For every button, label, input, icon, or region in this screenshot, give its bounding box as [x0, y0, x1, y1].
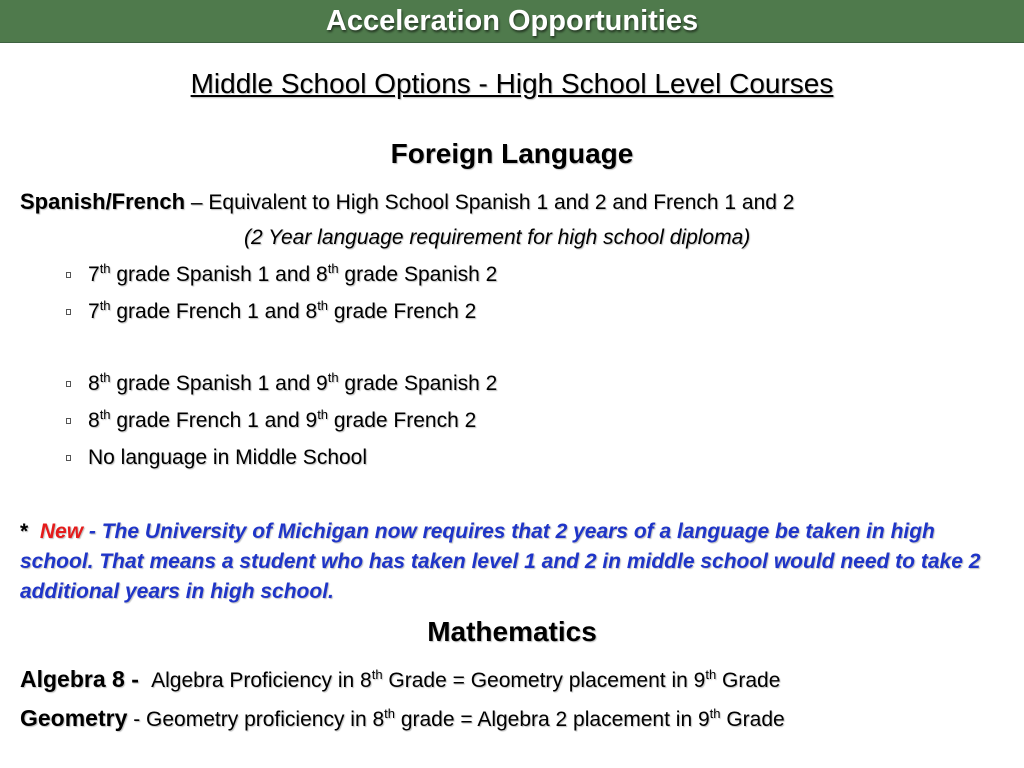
- option-text: grade Spanish 2: [338, 372, 498, 395]
- university-notice: [20, 517, 1000, 607]
- grade-number: 8: [372, 708, 385, 731]
- ordinal-suffix: th: [99, 407, 111, 422]
- option-text: grade Spanish 1 and: [110, 263, 317, 286]
- bullet-icon: [66, 272, 71, 278]
- algebra-line: [20, 666, 780, 693]
- asterisk: *: [20, 520, 29, 543]
- option-text: grade Spanish 2: [338, 263, 498, 286]
- grade-number: 9: [316, 372, 328, 395]
- option-text: grade French 2: [328, 409, 477, 432]
- option-text: grade French 1 and: [110, 300, 306, 323]
- ordinal-suffix: th: [371, 667, 383, 682]
- grade-number: 8: [360, 669, 372, 692]
- grade-number: 8: [305, 300, 318, 323]
- list-item: [66, 372, 497, 396]
- list-item: [66, 300, 476, 324]
- ordinal-suffix: th: [705, 667, 717, 682]
- foreign-language-heading: Foreign Language: [390, 138, 634, 169]
- ordinal-suffix: th: [709, 706, 721, 721]
- geometry-label: Geometry: [20, 705, 128, 731]
- ordinal-suffix: th: [99, 261, 111, 276]
- geometry-line: [20, 705, 785, 732]
- spanish-french-description: Equivalent to High School Spanish 1 and 2 and French 1 and 2: [208, 191, 795, 214]
- bullet-icon: [66, 418, 71, 424]
- option-text: No language in Middle School: [88, 446, 368, 469]
- ordinal-suffix: th: [317, 298, 329, 313]
- grade-number: 8: [88, 372, 100, 395]
- grade-number: 8: [316, 263, 328, 286]
- math-text: Grade: [716, 669, 781, 692]
- slide-title: Acceleration Opportunities: [325, 5, 699, 37]
- grade-number: 7: [88, 263, 100, 286]
- list-item: [66, 263, 497, 287]
- list-item: [66, 446, 367, 470]
- spanish-french-line: [20, 189, 794, 215]
- bullet-icon: [66, 455, 71, 461]
- ordinal-suffix: th: [327, 261, 339, 276]
- slide-subtitle: Middle School Options - High School Level Courses: [190, 68, 834, 99]
- spanish-french-label: Spanish/French: [20, 189, 186, 214]
- grade-number: 7: [88, 300, 100, 323]
- title-bar: [0, 0, 1024, 43]
- ordinal-suffix: th: [327, 370, 339, 385]
- grade-number: 9: [305, 409, 318, 432]
- grade-number: 8: [88, 409, 100, 432]
- math-text: grade = Algebra 2 placement in: [395, 708, 698, 731]
- language-requirement-note: (2 Year language requirement for high school diploma): [244, 226, 751, 249]
- list-item: [66, 409, 476, 433]
- option-text: grade Spanish 1 and: [110, 372, 317, 395]
- ordinal-suffix: th: [99, 298, 111, 313]
- notice-text: - The University of Michigan now requires that 2 years of a language be taken in high school. That means a student who has taken level 1 and 2 in middle school would need to take 2 additional years in high school.: [20, 520, 981, 603]
- ordinal-suffix: th: [317, 407, 329, 422]
- math-text: Grade = Geometry placement in: [382, 669, 694, 692]
- bullet-icon: [66, 309, 71, 315]
- mathematics-heading: Mathematics: [427, 616, 597, 647]
- math-text: Grade: [720, 708, 785, 731]
- new-label: New: [39, 520, 84, 543]
- algebra-label: Algebra 8 -: [20, 666, 146, 692]
- option-text: grade French 2: [328, 300, 477, 323]
- bullet-icon: [66, 381, 71, 387]
- option-text: grade French 1 and: [110, 409, 306, 432]
- math-text: - Geometry proficiency in: [127, 708, 373, 731]
- spanish-french-dash: –: [185, 191, 209, 214]
- grade-number: 9: [693, 669, 706, 692]
- grade-number: 9: [697, 708, 710, 731]
- ordinal-suffix: th: [384, 706, 395, 721]
- math-text: Algebra Proficiency in: [151, 669, 361, 692]
- ordinal-suffix: th: [99, 370, 111, 385]
